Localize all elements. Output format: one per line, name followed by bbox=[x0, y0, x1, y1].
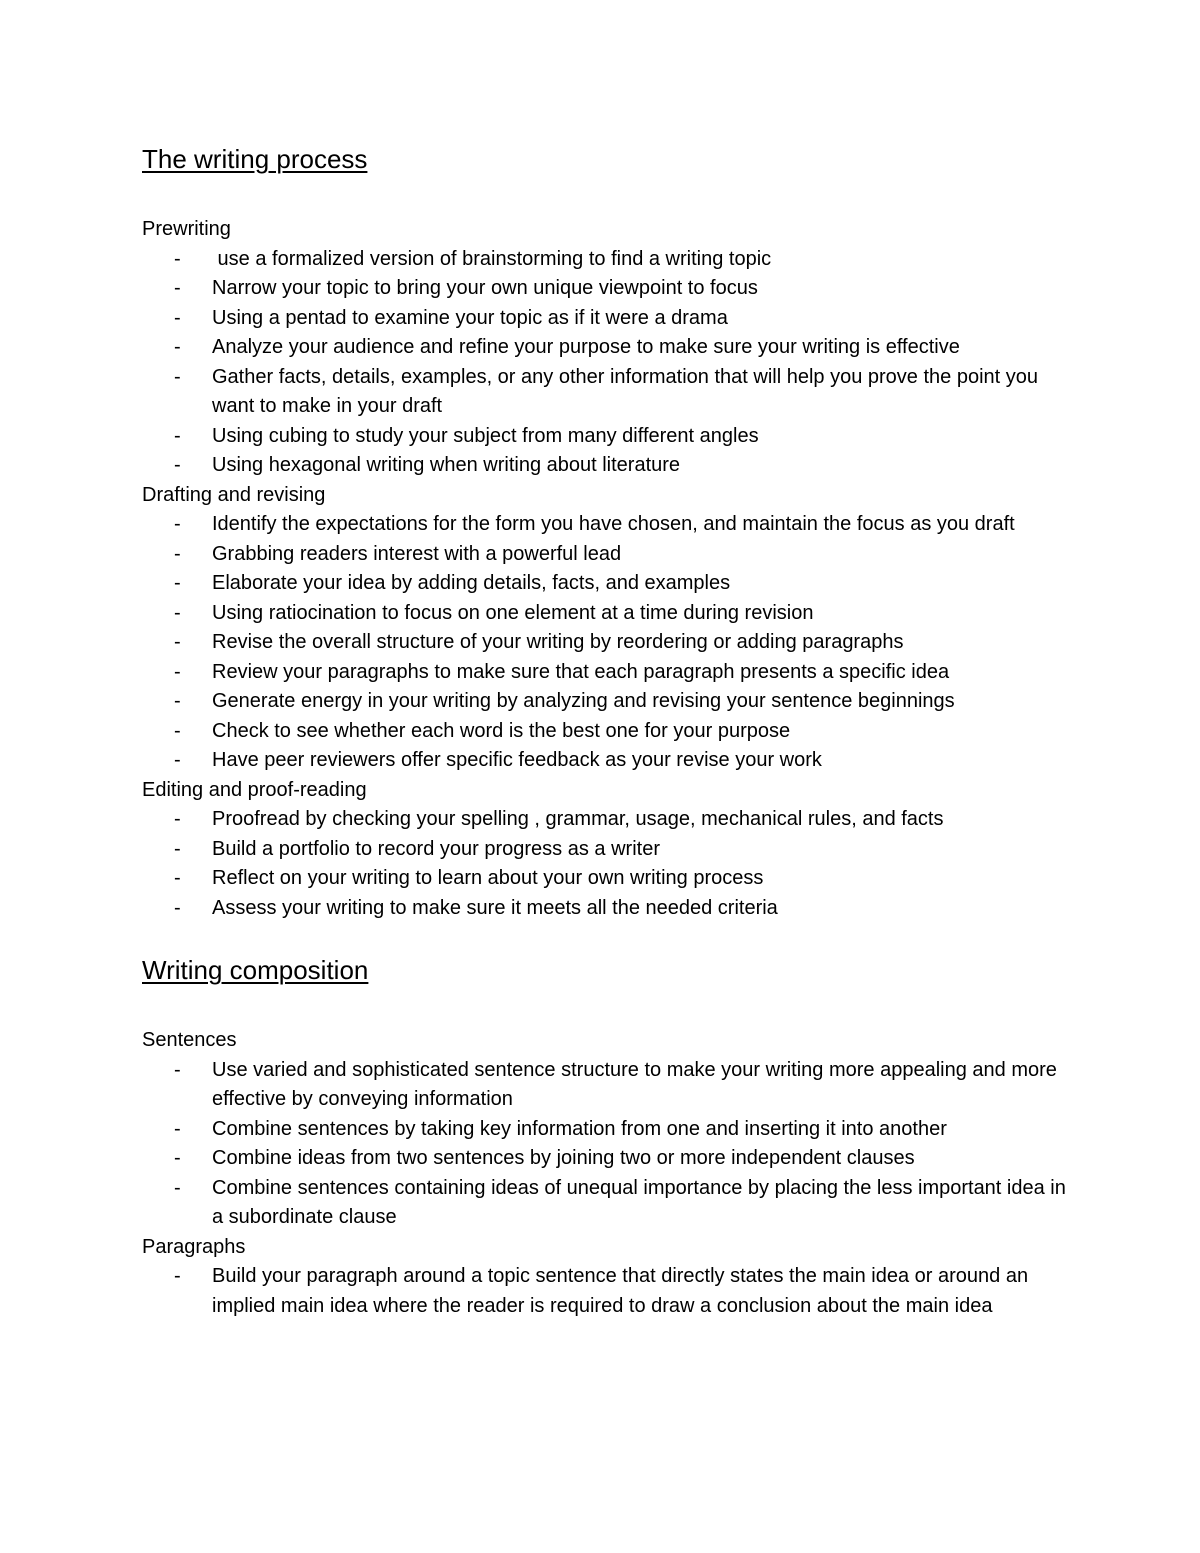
dash-bullet: - bbox=[174, 837, 181, 860]
dash-bullet: - bbox=[174, 719, 181, 742]
bullet-list bbox=[142, 1262, 1072, 1321]
list-item: - Build a portfolio to record your progress as a writer bbox=[142, 835, 1072, 865]
dash-bullet: - bbox=[174, 277, 181, 299]
list-item: - Use varied and sophisticated sentence structure to make your writing more appealing and more effective by conveying information bbox=[142, 1056, 1072, 1115]
bullet-list bbox=[142, 245, 1072, 481]
list-item: - Build your paragraph around a topic sentence that directly states the main idea or around an implied main idea where the reader is required to draw a conclusion about the main idea bbox=[142, 1262, 1072, 1321]
list-item: - Generate energy in your writing by analyzing and revising your sentence beginnings bbox=[142, 687, 1072, 717]
section-writing-composition bbox=[142, 952, 1072, 1321]
group-label: Paragraphs bbox=[142, 1235, 246, 1258]
bullet-list bbox=[142, 510, 1072, 776]
list-item: - Revise the overall structure of your writing by reordering or adding paragraphs bbox=[142, 628, 1072, 658]
dash-bullet: - bbox=[174, 247, 181, 270]
dash-bullet: - bbox=[174, 1147, 181, 1169]
dash-bullet: - bbox=[174, 1117, 181, 1140]
dash-bullet: - bbox=[174, 542, 181, 565]
dash-bullet: - bbox=[174, 1176, 181, 1199]
bullet-list bbox=[142, 805, 1072, 923]
list-item: - Using hexagonal writing when writing about literature bbox=[142, 451, 1072, 481]
group-label: Editing and proof-reading bbox=[142, 778, 367, 801]
list-item: - Have peer reviewers offer specific feedback as your revise your work bbox=[142, 746, 1072, 776]
list-item: - Using a pentad to examine your topic as if it were a drama bbox=[142, 304, 1072, 334]
group-label: Prewriting bbox=[142, 218, 231, 240]
list-item: - Using ratiocination to focus on one element at a time during revision bbox=[142, 599, 1072, 629]
list-item: - use a formalized version of brainstorming to find a writing topic bbox=[142, 245, 1072, 275]
list-item: - Combine sentences containing ideas of unequal importance by placing the less important idea in a subordinate clause bbox=[142, 1174, 1072, 1233]
list-item: - Reflect on your writing to learn about your own writing process bbox=[142, 864, 1072, 894]
dash-bullet: - bbox=[174, 1058, 181, 1081]
dash-bullet: - bbox=[174, 1265, 181, 1287]
dash-bullet: - bbox=[174, 867, 181, 889]
section-heading: Writing composition bbox=[142, 955, 369, 985]
list-item: - Narrow your topic to bring your own unique viewpoint to focus bbox=[142, 274, 1072, 304]
dash-bullet: - bbox=[174, 601, 181, 624]
section-heading: The writing process bbox=[142, 144, 368, 174]
list-item: - Elaborate your idea by adding details, facts, and examples bbox=[142, 569, 1072, 599]
list-item: - Assess your writing to make sure it meets all the needed criteria bbox=[142, 894, 1072, 924]
dash-bullet: - bbox=[174, 513, 181, 535]
dash-bullet: - bbox=[174, 896, 181, 919]
dash-bullet: - bbox=[174, 424, 181, 447]
document-page bbox=[142, 141, 1072, 1321]
dash-bullet: - bbox=[174, 660, 181, 683]
dash-bullet: - bbox=[174, 631, 181, 653]
group-label: Sentences bbox=[142, 1029, 237, 1051]
dash-bullet: - bbox=[174, 572, 181, 594]
group-label: Drafting and revising bbox=[142, 483, 326, 506]
list-item: - Gather facts, details, examples, or any other information that will help you prove the point you want to make in your draft bbox=[142, 363, 1072, 422]
list-item: - Identify the expectations for the form you have chosen, and maintain the focus as you draft bbox=[142, 510, 1072, 540]
list-item: - Grabbing readers interest with a powerful lead bbox=[142, 540, 1072, 570]
list-item: - Combine sentences by taking key information from one and inserting it into another bbox=[142, 1115, 1072, 1145]
dash-bullet: - bbox=[174, 749, 181, 771]
list-item: - Review your paragraphs to make sure that each paragraph presents a specific idea bbox=[142, 658, 1072, 688]
dash-bullet: - bbox=[174, 336, 181, 358]
dash-bullet: - bbox=[174, 808, 181, 830]
list-item: - Using cubing to study your subject from many different angles bbox=[142, 422, 1072, 452]
list-item: - Analyze your audience and refine your purpose to make sure your writing is effective bbox=[142, 333, 1072, 363]
list-item: - Proofread by checking your spelling , grammar, usage, mechanical rules, and facts bbox=[142, 805, 1072, 835]
dash-bullet: - bbox=[174, 690, 181, 712]
section-writing-process bbox=[142, 141, 1072, 923]
dash-bullet: - bbox=[174, 365, 181, 388]
bullet-list bbox=[142, 1056, 1072, 1233]
list-item: - Combine ideas from two sentences by joining two or more independent clauses bbox=[142, 1144, 1072, 1174]
dash-bullet: - bbox=[174, 454, 181, 476]
dash-bullet: - bbox=[174, 306, 181, 329]
list-item: - Check to see whether each word is the best one for your purpose bbox=[142, 717, 1072, 747]
